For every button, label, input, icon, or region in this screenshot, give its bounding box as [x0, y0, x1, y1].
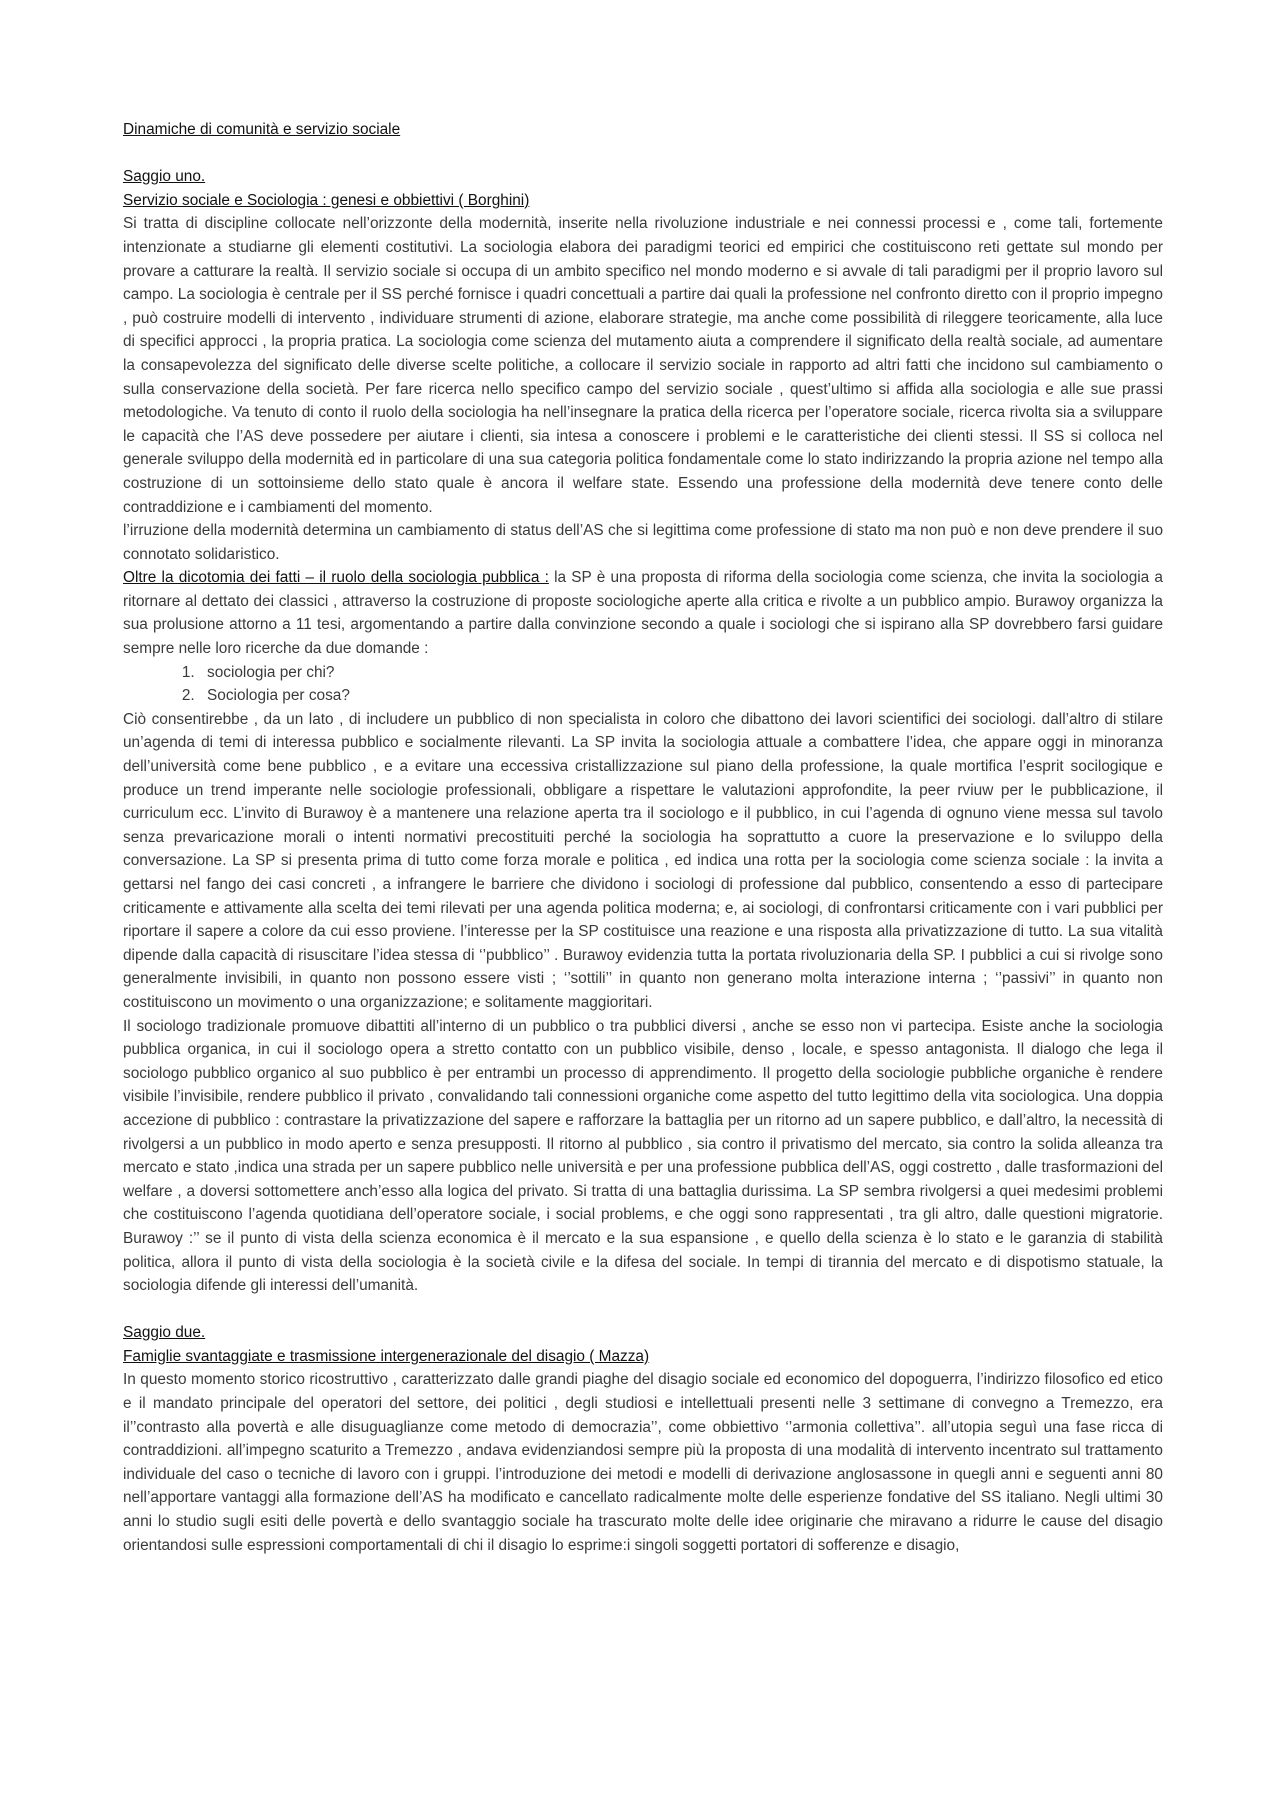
document-title: Dinamiche di comunità e servizio sociale — [123, 121, 401, 138]
list-item: 1. sociologia per chi? — [199, 661, 1163, 685]
essay-two-heading: Famiglie svantaggiate e trasmissione intergenerazionale del disagio ( Mazza) — [123, 1347, 650, 1365]
questions-list — [123, 661, 1163, 708]
essay-two-label: Saggio due. — [123, 1324, 206, 1342]
list-item: 2. Sociologia per cosa? — [199, 684, 1163, 708]
public-sociology-text: la SP è una proposta di riforma della sociologia come scienza, che invita la sociologia a ritornare al dettato dei classici , attraverso la costruzione di proposte sociologiche aperte alla critica e rivolte a un pubblico ampio. Burawoy organizza la sua prolusione attorno a 11 tesi, argomentando a partire dalla convinzione secondo a quale i sociologi che si ispirano alla SP dovrebbero farsi guidare sempre nelle loro ricerche da due domande : — [123, 569, 1163, 658]
essay-one-paragraph-5: Il sociologo tradizionale promuove dibattiti all’interno di un pubblico o tra pubblici diversi , anche se esso non vi partecipa. Esiste anche la sociologia pubblica organica, in cui il sociologo opera a stretto contatto con un pubblico visibile, denso , locale, e spesso antagonista. Il dialogo che lega il sociologo pubblico organico al suo pubblico è per entrambi un processo di apprendimento. Il progetto della sociologie pubbliche organiche è rendere visibile l’invisibile, rendere pubblico il privato , convalidando tali connessioni organiche come aspetto del tutto legittimo della vita sociologica. Una doppia accezione di pubblico : contrastare la privatizzazione del sapere e rafforzare la battaglia per un ritorno ad un sapere pubblico, e dall’altro, la necessità di rivolgersi a un pubblico in modo aperto e senza presupposti. Il ritorno al pubblico , sia contro il privatismo del mercato, sia contro la solida alleanza tra mercato e stato ,indica una strada per un sapere pubblico nelle università e per una professione pubblica dell’AS, oggi costretto , dalle trasformazioni del welfare , a doversi sottomettere anch’esso alla logica del privato. Si tratta di una battaglia durissima. La SP sembra rivolgersi a quei medesimi problemi che costituiscono l’agenda quotidiana dell’operatore sociale, i social problems, e che oggi sono rappresentati , tra gli altro, dalle questioni migratorie. Burawoy :’’ se il punto di vista della scienza economica è il mercato e la sua espansione , e quello della scienza è lo stato e le garanzia di stabilità politica, allora il punto di vista della sociologia è la società civile e la difesa del sociale. In tempi di tirannia del mercato e di dispotismo statuale, la sociologia difende gli interessi dell’umanità. — [123, 1017, 1163, 1295]
section-spacer — [123, 1298, 1163, 1322]
essay-one-heading: Servizio sociale e Sociologia : genesi e obbiettivi ( Borghini) — [123, 191, 530, 209]
essay-one-paragraph-3 — [123, 566, 1163, 660]
essay-one-paragraph-1: Si tratta di discipline collocate nell’orizzonte della modernità, inserite nella rivoluzione industriale e nei connessi processi e , come tali, fortemente intenzionate a studiarne gli elementi costitutivi. La sociologia elabora dei paradigmi teorici ed empirici che costituiscono reti gettate sul mondo per provare a catturare la realtà. Il servizio sociale si occupa di un ambito specifico nel mondo moderno e si avvale di tali paradigmi per il proprio lavoro sul campo. La sociologia è centrale per il SS perché fornisce i quadri concettuali a partire dai quali la professione nel confronto diretto con il proprio impegno , può costruire modelli di intervento , individuare strumenti di azione, elaborare strategie, ma anche come possibilità di rileggere teoricamente, alla luce di specifici approcci , la propria pratica. La sociologia come scienza del mutamento aiuta a comprendere il significato della realtà sociale, ad aumentare la consapevolezza del significato delle diverse scelte politiche, a collocare il servizio sociale in rapporto ad altri fatti che incidono sul cambiamento o sulla conservazione della società. Per fare ricerca nello specifico campo del servizio sociale , quest’ultimo si affida alla sociologia e alle sue prassi metodologiche. Va tenuto di conto il ruolo della sociologia ha nell’insegnare la pratica della ricerca per l’operatore sociale, ricerca rivolta sia a sviluppare le capacità che l’AS deve possedere per aiutare i clienti, sia intesa a conoscere i problemi e le caratteristiche dei clienti stessi. Il SS si colloca nel generale sviluppo della modernità ed in particolare di una sua categoria politica fondamentale come lo stato indirizzando la propria azione nel tempo alla costruzione di un sottoinsieme dello stato quale è ancora il welfare state. Essendo una professione della modernità deve tenere conto delle contraddizione e i cambiamenti del momento. — [123, 215, 1163, 516]
essay-one-paragraph-4: Ciò consentirebbe , da un lato , di includere un pubblico di non specialista in coloro che dibattono dei lavori scientifici dei sociologi. dall’altro di stilare un’agenda di temi di interessa pubblico e socialmente rilevanti. La SP invita la sociologia attuale a combattere l’idea, che appare oggi in minoranza dell’università come bene pubblico , e a evitare una eccessiva cristallizzazione sul piano della professione, la quale mortifica l’esprit socilogique e produce un trend imperante nelle sociologie professionali, obbligare a rispettare le valutazioni approfondite, la peer rviuw per le pubblicazione, il curriculum ecc. L’invito di Burawoy è a mantenere una relazione aperta tra il sociologo e il pubblico, in cui l’agenda di ognuno viene messa sul tavolo senza prevaricazione morali o intenti normativi precostituiti perché la sociologia ha soprattutto a cuore la preservazione e lo sviluppo della conversazione. La SP si presenta prima di tutto come forza morale e politica , ed indica una rotta per la sociologia come scienza sociale : la invita a gettarsi nel fango dei casi concreti , a infrangere le barriere che dividono i sociologi di professione dal pubblico, consentendo a esso di partecipare criticamente e attivamente alla scelta dei temi rilevati per una agenda politica moderna; e, ai sociologi, di confrontarsi criticamente con i vari pubblici per riportare il sapere a colore da cui esso proviene. l’interesse per la SP costituisce una reazione e una risposta alla privatizzazione di tutto. La sua vitalità dipende dalla capacità di risuscitare l’idea stessa di ‘’pubblico’’ . Burawoy evidenzia tutta la portata rivoluzionaria della SP. I pubblici a cui si rivolge sono generalmente invisibili, in quanto non possono essere visti ; ‘’sottili’’ in quanto non generano molta interazione interna ; ‘’passivi’’ in quanto non costituiscono un movimento o una organizzazione; e solitamente maggioritari. — [123, 710, 1163, 1011]
essay-one-label: Saggio uno. — [123, 168, 206, 186]
public-sociology-heading: Oltre la dicotomia dei fatti – il ruolo della sociologia pubblica : — [123, 569, 549, 587]
document-page — [123, 118, 1163, 1557]
essay-two-paragraph-1: In questo momento storico ricostruttivo , caratterizzato dalle grandi piaghe del disagio sociale ed economico del dopoguerra, l’indirizzo filosofico ed etico e il mandato principale del operatori del settore, dei politici , degli studiosi e intellettuali presenti nelle 3 settimane di convegno a Tremezzo, era il’’contrasto alla povertà e alle disuguaglianze come metodo di democrazia’’, come obbiettivo ‘’armonia collettiva’’. all’utopia seguì una fase ricca di contraddizioni. all’impegno scaturito a Tremezzo , andava evidenziandosi sempre più la proposta di una modalità di intervento incentrato sul trattamento individuale del caso o tecniche di lavoro con i gruppi. l’introduzione dei metodi e modelli di derivazione anglosassone in quegli anni e seguenti anni 80 nell’apportare vantaggi alla formazione dell’AS ha modificato e cancellato radicalmente molte delle esperienze fondative del SS italiano. Negli ultimi 30 anni lo studio sugli esiti delle povertà e dello svantaggio sociale ha trascurato molte delle idee originarie che miravano a ridurre le cause del disagio orientandosi sulle espressioni comportamentali di chi il disagio lo esprime:i singoli soggetti portatori di sofferenze e disagio, — [123, 1371, 1163, 1554]
essay-one-paragraph-2: l’irruzione della modernità determina un cambiamento di status dell’AS che si legittima come professione di stato ma non può e non deve prendere il suo connotato solidaristico. — [123, 522, 1163, 563]
